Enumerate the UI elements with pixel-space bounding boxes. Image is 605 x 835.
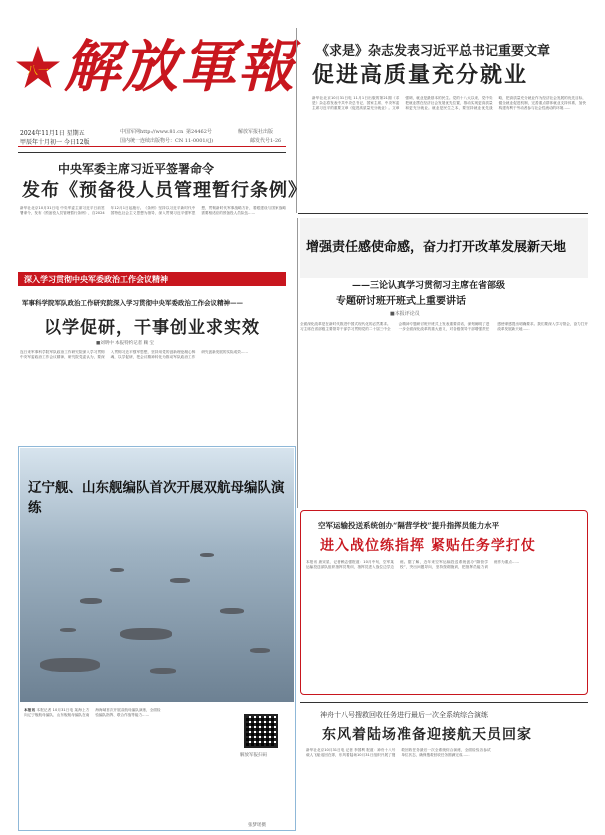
svg-text:八一: 八一 xyxy=(27,64,49,77)
publisher: 解放军报社出版 xyxy=(238,129,274,135)
carrier-formation-photo xyxy=(20,448,294,702)
shenzhou-kicker[interactable]: 神舟十八号搜救回收任务进行最后一次全系统综合演练 xyxy=(320,711,488,719)
cn-number: 国内统一连续出版物号：CN 11-0001/(J) xyxy=(120,138,214,144)
lead-body: 新华社北京10月31日电 11月1日出版的第21期《求是》杂志将发表中共中央总书记、国家主席、中央军委主席习近平的重要文章《促进高质量充分就业》。文章强调，就业是最基本的民生。党的十八大以来，党中央把就业摆在经济社会发展优先位置，推动实现更高质量和更充分就业。就业是民生之本，要坚持就业优先战略，把高质量充分就业作为经济社会发展的优先目标，健全就业促进机制，完善重点群体就业支持体系，加快构建有利于劳动者参与社会性流动的环境…… xyxy=(312,96,586,110)
date-line: 2024年11月1日 星期五 xyxy=(20,130,85,137)
commentary-subheadline: ——三论认真学习贯彻习主席在省部级 xyxy=(352,281,506,291)
photo-caption xyxy=(24,708,232,820)
caption-text: 本报记者 10月31日电 某海上方向辽宁舰航母编队、山东舰航母编队在南海海域首次开展双航母编队演练，全面检验编队指挥、联合作战等能力…… xyxy=(24,708,161,717)
caption-title: 本报讯 xyxy=(24,708,36,712)
postal-code: 邮发代号1-26 xyxy=(250,138,282,144)
issue-number: 第24462号 xyxy=(186,129,212,135)
story3-byline: ■刘明中 本报特约记者 赖 宝 xyxy=(96,341,155,346)
story3-kicker[interactable]: 军事科学院军队政治工作研究院深入学习贯彻中央军委政治工作会议精神—— xyxy=(22,299,243,307)
air-force-kicker[interactable]: 空军运输投送系统创办“隔营学校”提升指挥员能力水平 xyxy=(318,521,500,530)
star-emblem-icon xyxy=(14,44,62,92)
photo-credit: 张梦瑶摄 xyxy=(248,823,266,828)
site-url: 中国军网http://www.81.cn xyxy=(120,129,184,135)
lunar-line: 甲辰年十月初一 今日12版 xyxy=(20,139,90,146)
section-banner: 深入学习贯彻中央军委政治工作会议精神 xyxy=(18,272,286,286)
story2-headline[interactable]: 发布《预备役人员管理暂行条例》 xyxy=(22,180,307,201)
commentary-headline[interactable]: 增强责任感使命感，奋力打开改革发展新天地 xyxy=(306,240,567,255)
commentary-body: 全面深化改革是在新时代推进中国式现代化的必然要求。习主席在省部级主要领导干部学习贯彻党的二十届三中全会精神专题研讨班开班式上发表重要讲话，深刻阐明了进一步全面深化改革的重大意义，对各级领导干部增强责任感使命感提出明确要求。我们要深入学习领会，奋力打开改革发展新天地…… xyxy=(300,322,588,331)
story2-body: 新华社北京10月31日电 中央军委主席习近平日前签署命令，发布《预备役人员管理暂行条例》，自2024年12月1日起施行。《条例》坚持以习近平新时代中国特色社会主义思想为指导，深入贯彻习近平强军思想，贯彻新时代军事战略方针，着眼建设与国家战略需要相适应的预备役人员队伍…… xyxy=(20,206,286,215)
newspaper-logo: 解放軍報 xyxy=(64,34,296,100)
lead-headline[interactable]: 促进高质量充分就业 xyxy=(312,63,529,88)
air-force-headline[interactable]: 进入战位练指挥 紧贴任务学打仗 xyxy=(320,538,536,554)
commentary-subheadline-2: 专题研讨班开班式上重要讲话 xyxy=(336,296,466,307)
photo-headline[interactable]: 辽宁舰、山东舰编队首次开展双航母编队演练 xyxy=(28,480,285,516)
qr-label: 解放军报扫码 xyxy=(240,753,267,758)
commentary-byline: ■本报评论员 xyxy=(390,311,420,317)
shenzhou-headline[interactable]: 东风着陆场准备迎接航天员回家 xyxy=(322,727,532,743)
story3-headline[interactable]: 以学促研，干事创业求实效 xyxy=(44,318,260,338)
shenzhou-body: 新华社北京10月31日电 记者 李国利 报道：神舟十八号载人飞船返回在即，东风着陆场10月31日组织开展了搜救回收任务最后一次全系统综合演练，全面检验各参试单位状态，确保搜救回收任务圆满完成…… xyxy=(306,748,491,757)
air-force-body: 本报讯 唐宋星、记者赖志强报道：10月中旬，空军某运输投送部队组织指挥员集训，指挥员进入战位边学边练。据了解，近年来空军运输投送系统创办“隔营学校”，突出问题导向，坚持按纲施训，把指挥员能力训练作为重点…… xyxy=(306,560,520,569)
qr-code-icon[interactable] xyxy=(244,714,278,748)
lead-kicker[interactable]: 《求是》杂志发表习近平总书记重要文章 xyxy=(316,44,551,59)
story3-body: 连日来军事科学院军队政治工作研究院深入学习贯彻中央军委政治工作会议精神，研究院党委认为，要深入贯彻习近平强军思想，坚持用党的创新理论凝心铸魂，以学促研，把会议精神转化为推动军队政治工作研究创新发展的实际成效…… xyxy=(20,350,249,359)
story2-kicker[interactable]: 中央军委主席习近平签署命令 xyxy=(58,162,215,176)
